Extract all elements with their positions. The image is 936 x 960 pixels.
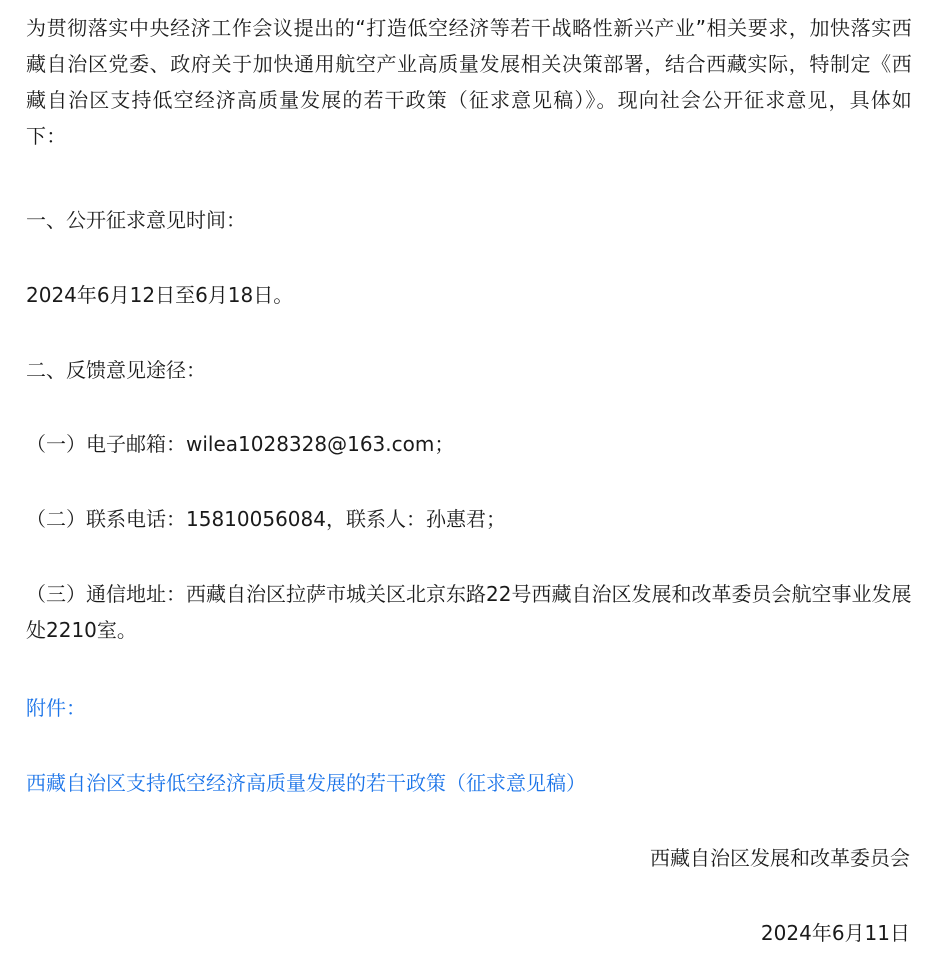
comment-period: 2024年6月12日至6月18日。 [26,283,294,307]
attachment-label: 附件： [26,696,86,720]
contact-phone: （二）联系电话：15810056084，联系人：孙惠君； [26,507,506,531]
attachment-link[interactable]: 西藏自治区支持低空经济高质量发展的若干政策（征求意见稿） [26,771,586,795]
contact-address: （三）通信地址：西藏自治区拉萨市城关区北京东路22号西藏自治区发展和改革委员会航空事业发展处2210室。 [26,582,912,642]
contact-email: （一）电子邮箱：wilea1028328@163.com； [26,432,455,456]
intro-paragraph: 为贯彻落实中央经济工作会议提出的“打造低空经济等若干战略性新兴产业”相关要求，加快落实西藏自治区党委、政府关于加快通用航空产业高质量发展相关决策部署，结合西藏实际，特制定《西藏自治区支持低空经济高质量发展的若干政策（征求意见稿）》。现向社会公开征求意见，具体如下： [26,16,912,148]
issuer-name: 西藏自治区发展和改革委员会 [650,846,910,870]
issue-date: 2024年6月11日 [760,921,910,945]
section2-heading: 二、反馈意见途径： [26,358,206,382]
document-body [26,0,912,154]
section1-heading: 一、公开征求意见时间： [26,208,246,232]
